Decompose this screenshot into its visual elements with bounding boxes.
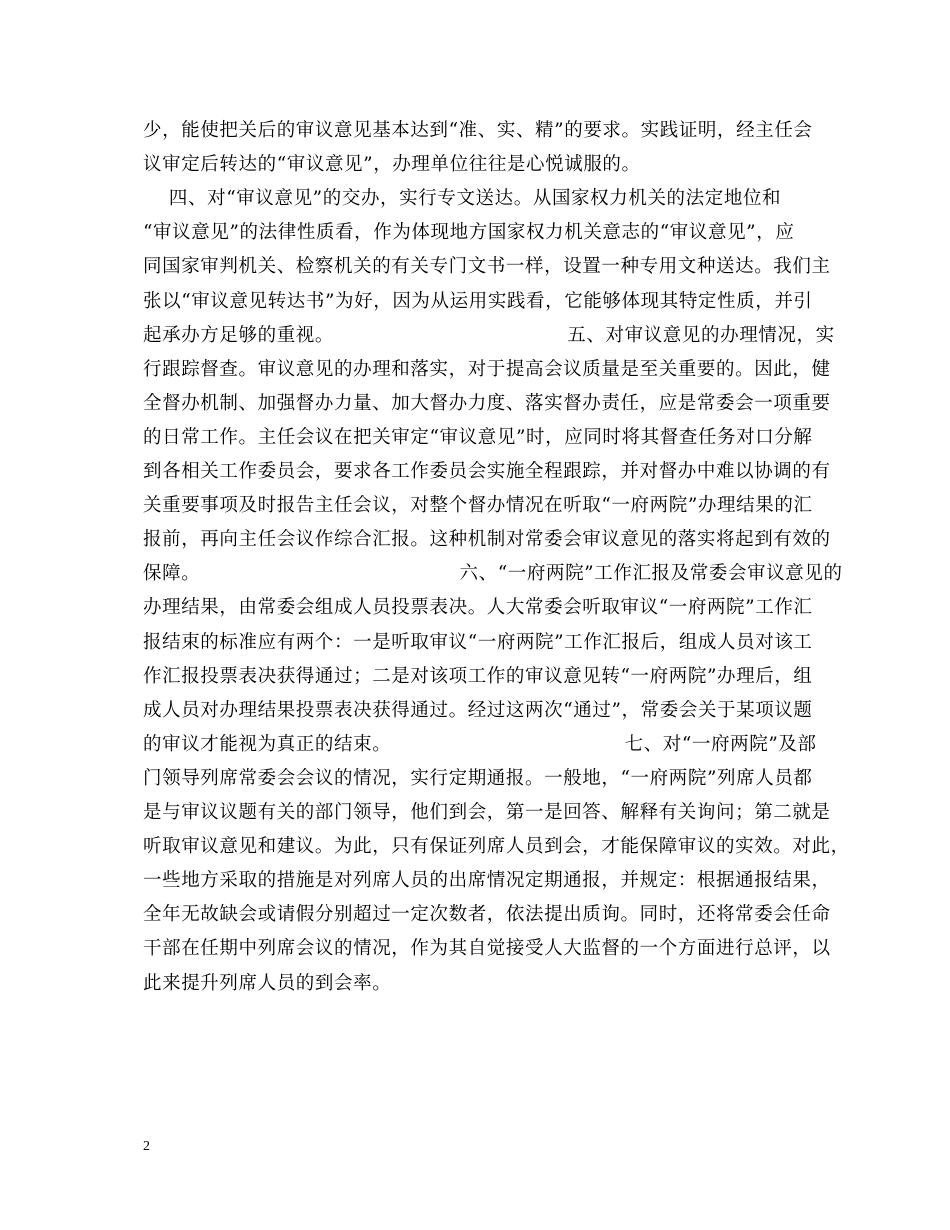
text-line: 到各相关工作委员会，要求各工作委员会实施全程跟踪，并对督办中难以协调的有: [143, 461, 831, 482]
text-line: 听取审议意见和建议。为此，只有保证列席人员到会，才能保障审议的实效。对此，: [143, 836, 850, 857]
text-line: 门领导列席常委会会议的情况，实行定期通报。一般地，“一府两院”列席人员都: [143, 768, 813, 789]
text-line: 报结束的标准应有两个：一是听取审议“一府两院”工作汇报后，组成人员对该工: [143, 632, 813, 653]
text-line: 全年无故缺会或请假分别超过一定次数者，依法提出质询。同时，还将常委会任命: [143, 904, 831, 925]
text-line: 关重要事项及时报告主任会议，对整个督办情况在听取“一府两院”办理结果的汇: [143, 495, 813, 516]
text-line: 办理结果，由常委会组成人员投票表决。人大常委会听取审议“一府两院”工作汇: [143, 597, 813, 618]
text-line: “审议意见”的法律性质看，作为体现地方国家权力机关意志的“审议意见”，应: [143, 222, 795, 243]
text-line: 少，能使把关后的审议意见基本达到“准、实、精”的要求。实践证明，经主任会: [143, 120, 813, 141]
text-line: 一些地方采取的措施是对列席人员的出席情况定期通报，并规定：根据通报结果，: [143, 870, 831, 891]
text-line: 同国家审判机关、检察机关的有关专门文书一样，设置一种专用文种送达。我们主: [143, 256, 831, 277]
text-line: 此来提升列席人员的到会率。: [143, 973, 392, 994]
text-line: 四、对“审议意见”的交办，实行专文送达。从国家权力机关的法定地位和: [143, 188, 782, 209]
text-line: 是与审议议题有关的部门领导，他们到会，第一是回答、解释有关询问；第二就是: [143, 802, 831, 823]
page-number: 2: [143, 1139, 150, 1154]
text-line: 全督办机制、加强督办力量、加大督办力度、落实督办责任，应是常委会一项重要: [143, 393, 831, 414]
text-line: 作汇报投票表决获得通过；二是对该项工作的审议意见转“一府两院”办理后，组: [143, 666, 813, 687]
text-line: 张以“审议意见转达书”为好，因为从运用实践看，它能够体现其特定性质，并引: [143, 291, 813, 312]
text-line: 报前，再向主任会议作综合汇报。这种机制对常委会审议意见的落实将起到有效的: [143, 529, 831, 550]
text-line: 干部在任期中列席会议的情况，作为其自觉接受人大监督的一个方面进行总评，以: [143, 938, 831, 959]
text-line: 的审议才能视为真正的结束。 七、对“一府两院”及部: [143, 734, 817, 755]
text-line: 保障。 六、“一府两院”工作汇报及常委会审议意见的: [143, 563, 843, 584]
text-line: 行跟踪督查。审议意见的办理和落实，对于提高会议质量是至关重要的。因此，健: [143, 359, 831, 380]
text-line: 起承办方足够的重视。 五、对审议意见的办理情况，实: [143, 325, 835, 346]
text-line: 的日常工作。主任会议在把关审定“审议意见”时，应同时将其督查任务对口分解: [143, 427, 813, 448]
text-line: 成人员对办理结果投票表决获得通过。经过这两次“通过”，常委会关于某项议题: [143, 700, 813, 721]
text-line: 议审定后转达的“审议意见”，办理单位往往是心悦诚服的。: [143, 154, 641, 175]
